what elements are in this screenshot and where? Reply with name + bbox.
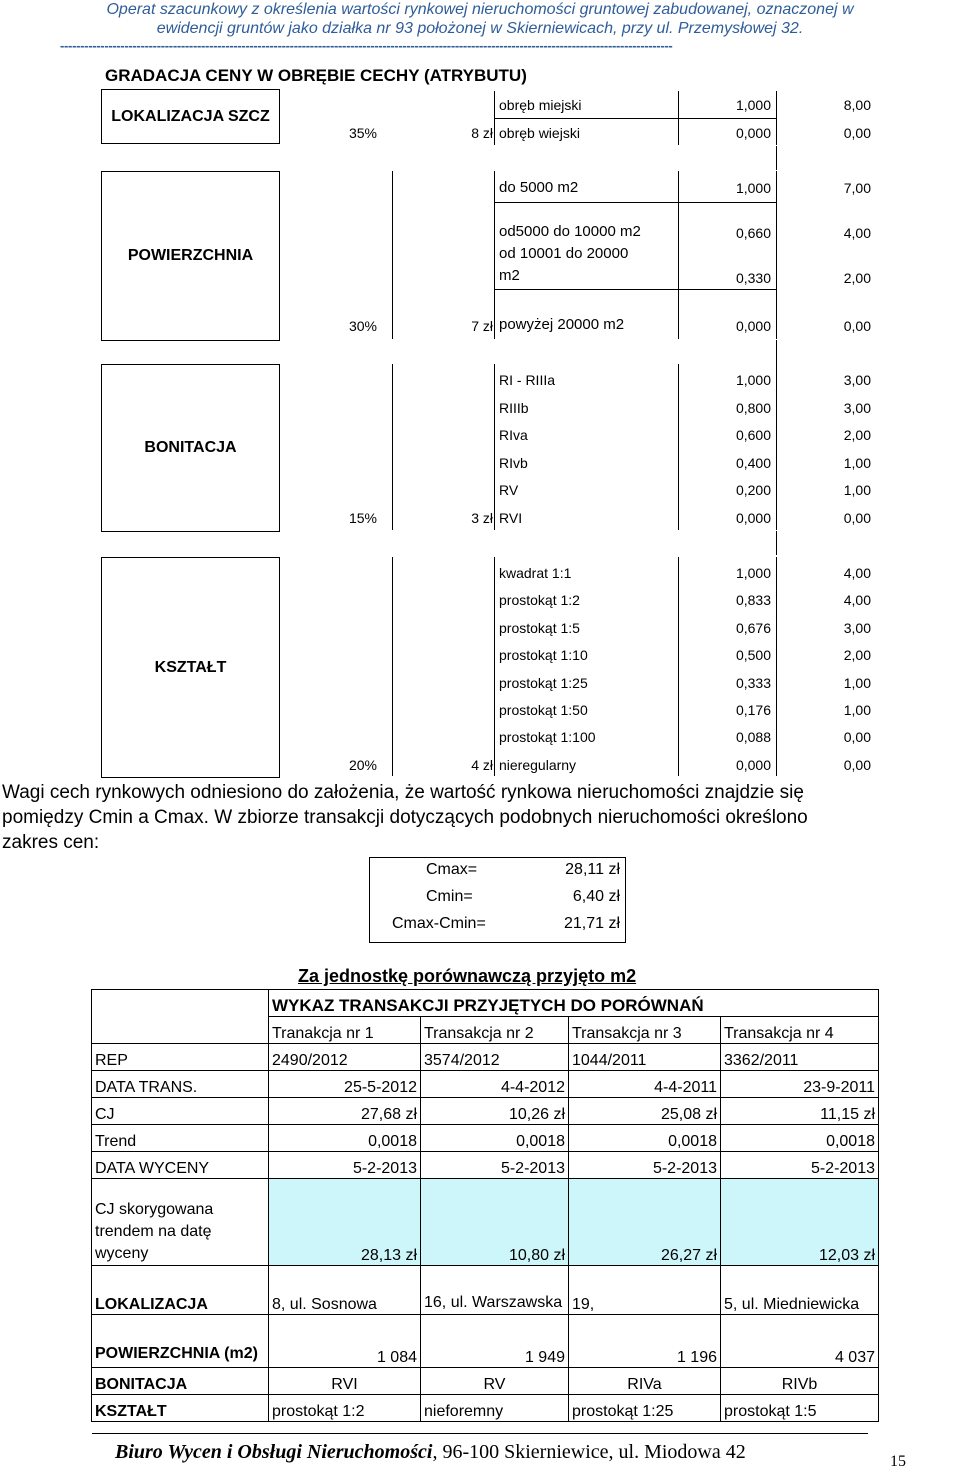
table-row	[92, 1152, 879, 1179]
transactions-table	[91, 989, 879, 1422]
table-row	[92, 1125, 879, 1152]
table-cell: 23-9-2011	[721, 1071, 879, 1098]
row-coef: 0,400	[735, 455, 771, 471]
table-cell: 5-2-2013	[269, 1152, 421, 1179]
row-value: 3,00	[843, 620, 871, 636]
row-value: 1,00	[843, 702, 871, 718]
row-coef: 0,000	[735, 318, 771, 334]
paragraph-line-3: zakres cen:	[2, 832, 100, 853]
table-cell: 27,68 zł	[269, 1098, 421, 1125]
table-cell: prostokąt 1:2	[269, 1395, 421, 1422]
table-cell: 2490/2012	[269, 1044, 421, 1071]
row-name: od5000 do 10000 m2	[499, 223, 641, 240]
row-value: 3,00	[843, 372, 871, 388]
row-name: RI - RIIIa	[499, 372, 556, 388]
category-label: POWIERZCHNIA	[127, 247, 254, 264]
row-value: 4,00	[843, 225, 871, 241]
row-value: 0,00	[843, 125, 871, 141]
row-coef: 0,000	[735, 510, 771, 526]
row-name: RIva	[499, 427, 528, 443]
row-name: prostokąt 1:50	[499, 702, 588, 718]
table-cell: 5, ul. Miedniewicka	[721, 1266, 879, 1315]
category-ksztalt	[101, 557, 280, 778]
header-separator: --------------------------------------------------------------------------------------------------------------------------------------------------------	[60, 38, 673, 53]
row-name: powyżej 20000 m2	[499, 316, 625, 333]
row-name: RIIIb	[499, 400, 529, 416]
table-cell: RIVb	[721, 1368, 879, 1395]
table-cell: 19,	[569, 1266, 721, 1315]
row-value: 2,00	[843, 270, 871, 286]
table-cell: 11,15 zł	[721, 1098, 879, 1125]
table-cell: 12,03 zł	[721, 1179, 879, 1266]
row-label: BONITACJA	[92, 1368, 269, 1395]
row-value: 1,00	[843, 482, 871, 498]
row-label: Trend	[92, 1125, 269, 1152]
row-coef: 0,176	[735, 702, 771, 718]
paragraph-line-2: pomiędzy Cmin a Cmax. W zbiorze transakcji dotyczących podobnych nieruchomości określono	[2, 807, 808, 828]
table-row	[92, 1017, 879, 1044]
row-coef: 1,000	[735, 180, 771, 196]
row-value: 0,00	[843, 510, 871, 526]
table-cell: 0,0018	[569, 1125, 721, 1152]
column-header: Transakcja nr 3	[569, 1017, 721, 1044]
table-cell: 5-2-2013	[569, 1152, 721, 1179]
header-line-2: ewidencji gruntów jako działka nr 93 położonej w Skierniewicach, przy ul. Przemysłowej 32.	[156, 20, 804, 37]
row-coef: 0,000	[735, 125, 771, 141]
category-lokalizacja	[101, 89, 280, 144]
footer-company: Biuro Wycen i Obsługi Nieruchomości	[115, 1441, 433, 1463]
row-value: 0,00	[843, 318, 871, 334]
category-bonitacja	[101, 364, 280, 532]
table-cell: prostokąt 1:5	[721, 1395, 879, 1422]
column-header: Transakcja nr 4	[721, 1017, 879, 1044]
row-coef: 0,600	[735, 427, 771, 443]
table-row	[92, 1395, 879, 1422]
table-row	[92, 1071, 879, 1098]
row-value: 0,00	[843, 757, 871, 773]
row-value: 1,00	[843, 675, 871, 691]
table-cell: 4-4-2012	[421, 1071, 569, 1098]
row-coef: 0,500	[735, 647, 771, 663]
price-range-box	[369, 857, 626, 943]
table-cell: 1 084	[269, 1315, 421, 1368]
weight-percent: 20%	[348, 757, 377, 773]
row-value: 4,00	[843, 565, 871, 581]
column-header: Tranakcja nr 1	[269, 1017, 421, 1044]
table-row	[92, 990, 879, 1017]
table-cell: 0,0018	[421, 1125, 569, 1152]
row-coef: 0,330	[735, 270, 771, 286]
category-label: BONITACJA	[144, 439, 237, 456]
table-cell: 10,80 zł	[421, 1179, 569, 1266]
row-value: 2,00	[843, 427, 871, 443]
cmin-label: Cmin=	[426, 888, 473, 905]
table-row	[92, 1098, 879, 1125]
category-powierzchnia	[101, 171, 280, 341]
cmax-value: 28,11 zł	[565, 861, 620, 878]
table-cell: nieforemny	[421, 1395, 569, 1422]
weight-zl: 4 zł	[471, 757, 493, 773]
table-cell: 3574/2012	[421, 1044, 569, 1071]
row-label: DATA WYCENY	[92, 1152, 269, 1179]
table-cell: 4 037	[721, 1315, 879, 1368]
row-coef: 0,660	[735, 225, 771, 241]
row-coef: 1,000	[735, 372, 771, 388]
transactions-title: WYKAZ TRANSAKCJI PRZYJĘTYCH DO PORÓWNAŃ	[269, 990, 879, 1017]
table-row	[92, 1044, 879, 1071]
gradation-title: GRADACJA CENY W OBRĘBIE CECHY (ATRYBUTU)	[105, 66, 527, 85]
paragraph-line-1: Wagi cech rynkowych odniesiono do założenia, że wartość rynkowa nieruchomości znajdzie się	[2, 782, 804, 803]
row-label: REP	[92, 1044, 269, 1071]
row-label: CJ skorygowana trendem na datę wyceny	[92, 1179, 269, 1266]
row-value: 3,00	[843, 400, 871, 416]
table-cell: 26,27 zł	[569, 1179, 721, 1266]
row-value: 0,00	[843, 729, 871, 745]
table-cell: 25,08 zł	[569, 1098, 721, 1125]
table-cell: 25-5-2012	[269, 1071, 421, 1098]
row-value: 4,00	[843, 592, 871, 608]
cdiff-label: Cmax-Cmin=	[392, 915, 486, 932]
row-label: CJ	[92, 1098, 269, 1125]
row-name: prostokąt 1:5	[499, 620, 580, 636]
row-name: prostokąt 1:10	[499, 647, 588, 663]
table-cell: 1 196	[569, 1315, 721, 1368]
weight-percent: 35%	[348, 125, 377, 141]
row-name-line2: m2	[499, 267, 520, 284]
row-name-line1: od 10001 do 20000	[499, 245, 629, 262]
table-cell: 16, ul. Warszawska	[421, 1266, 569, 1315]
row-label: DATA TRANS.	[92, 1071, 269, 1098]
row-name: obręb miejski	[499, 97, 582, 113]
row-name: prostokąt 1:100	[499, 729, 596, 745]
cdiff-value: 21,71 zł	[563, 915, 620, 932]
row-name: kwadrat 1:1	[499, 565, 572, 581]
row-label: LOKALIZACJA	[92, 1266, 269, 1315]
row-coef: 0,800	[735, 400, 771, 416]
row-value: 2,00	[843, 647, 871, 663]
table-cell: 0,0018	[269, 1125, 421, 1152]
table-cell: 28,13 zł	[269, 1179, 421, 1266]
table-cell: RV	[421, 1368, 569, 1395]
table-cell: 8, ul. Sosnowa	[269, 1266, 421, 1315]
row-value: 7,00	[843, 180, 871, 196]
row-name: obręb wiejski	[499, 125, 580, 141]
weight-zl: 7 zł	[471, 318, 493, 334]
row-name: do 5000 m2	[499, 179, 579, 196]
weight-zl: 8 zł	[471, 125, 493, 141]
table-cell: 1 949	[421, 1315, 569, 1368]
table-cell: 10,26 zł	[421, 1098, 569, 1125]
category-label: KSZTAŁT	[154, 658, 227, 676]
row-coef: 0,333	[735, 675, 771, 691]
row-coef: 0,000	[735, 757, 771, 773]
row-coef: 1,000	[735, 97, 771, 113]
table-cell: prostokąt 1:25	[569, 1395, 721, 1422]
footer-rule	[92, 1433, 868, 1434]
table-cell: 3362/2011	[721, 1044, 879, 1071]
row-name: prostokąt 1:25	[499, 675, 588, 691]
table-cell: 0,0018	[721, 1125, 879, 1152]
column-header: Transakcja nr 2	[421, 1017, 569, 1044]
row-coef: 0,200	[735, 482, 771, 498]
row-value: 1,00	[843, 455, 871, 471]
row-name: nieregularny	[499, 757, 577, 773]
table-row	[92, 1315, 879, 1368]
table-cell: 5-2-2013	[721, 1152, 879, 1179]
row-coef: 0,088	[735, 729, 771, 745]
header-line-1: Operat szacunkowy z określenia wartości rynkowej nieruchomości gruntowej zabudowanej, oznaczonej w	[106, 1, 854, 18]
table-cell: RIVa	[569, 1368, 721, 1395]
row-value: 8,00	[843, 97, 871, 113]
unit-note: Za jednostkę porównawczą przyjęto m2	[298, 966, 637, 986]
row-label: KSZTAŁT	[92, 1395, 269, 1422]
table-row	[92, 1179, 879, 1266]
row-name: RVI	[499, 510, 523, 526]
weight-percent: 30%	[348, 318, 377, 334]
table-cell: 4-4-2011	[569, 1071, 721, 1098]
weight-percent: 15%	[348, 510, 377, 526]
page-number: 15	[890, 1453, 906, 1470]
row-name: RIvb	[499, 455, 528, 471]
cmin-value: 6,40 zł	[572, 888, 620, 905]
row-label: POWIERZCHNIA (m2)	[92, 1315, 269, 1368]
row-coef: 0,833	[735, 592, 771, 608]
row-coef: 1,000	[735, 565, 771, 581]
table-row	[92, 1368, 879, 1395]
row-coef: 0,676	[735, 620, 771, 636]
table-cell: 1044/2011	[569, 1044, 721, 1071]
table-row	[92, 1266, 879, 1315]
table-cell: 5-2-2013	[421, 1152, 569, 1179]
row-name: prostokąt 1:2	[499, 592, 580, 608]
weight-zl: 3 zł	[471, 510, 493, 526]
cmax-label: Cmax=	[426, 861, 478, 878]
category-label: LOKALIZACJA SZCZ	[111, 107, 270, 125]
footer	[115, 1441, 746, 1464]
table-cell: RVI	[269, 1368, 421, 1395]
row-name: RV	[499, 482, 519, 498]
footer-address: , 96-100 Skierniewice, ul. Miodowa 42	[432, 1441, 746, 1463]
